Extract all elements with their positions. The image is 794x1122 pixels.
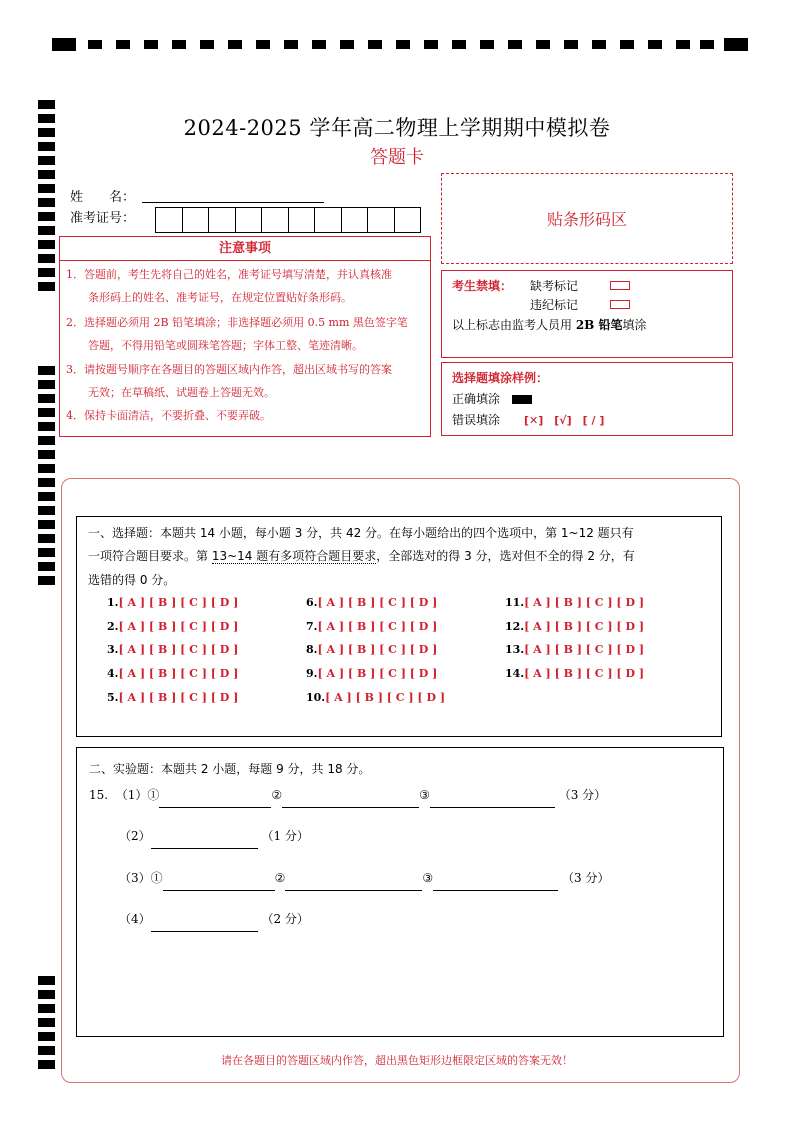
footer-warning: 请在各题目的答题区域内作答，超出黑色矩形边框限定区域的答案无效！ [221, 1054, 573, 1067]
timing-mark [620, 40, 634, 49]
question-number: 8. [306, 643, 318, 656]
timing-mark [38, 184, 55, 193]
top-timing-marks [52, 38, 748, 52]
line2-post: ，全部选对的得 3 分，选对但不全的得 2 分，有 [376, 549, 635, 563]
answer-blank[interactable] [430, 794, 555, 808]
timing-mark [38, 1004, 55, 1013]
circle-2-label: ② [271, 788, 283, 802]
notice-item: 2．选择题必须用 2B 铅笔填涂；非选择题必须用 0.5 mm 黑色签字笔 [66, 316, 408, 329]
question-number: 6. [306, 596, 318, 609]
timing-mark [38, 1018, 55, 1027]
question-row[interactable] [306, 620, 437, 633]
wrong-fill-marks: [✕] [√] [ / ] [524, 414, 605, 427]
timing-mark [256, 40, 270, 49]
q15-part1 [89, 782, 606, 808]
timing-mark [38, 976, 55, 985]
section2-title: 二、实验题：本题共 2 小题，每题 9 分，共 18 分。 [89, 762, 371, 776]
exam-id-digit-box[interactable] [182, 207, 209, 233]
answer-options[interactable]: [ A ] [ B ] [ C ] [ D ] [524, 643, 645, 656]
part1-label: （1）① [115, 788, 160, 802]
absent-mark-label: 缺考标记 [530, 279, 579, 293]
answer-blank[interactable] [433, 877, 558, 891]
section1-instructions-line3: 选错的得 0 分。 [88, 573, 176, 587]
timing-mark [38, 450, 55, 459]
part4-label: （4） [119, 912, 151, 926]
examiner-only-box [441, 270, 733, 358]
correct-fill-mark [512, 395, 532, 404]
barcode-area [441, 173, 733, 264]
part3-label: （3）① [119, 871, 163, 885]
timing-mark [38, 492, 55, 501]
answer-options[interactable]: [ A ] [ B ] [ C ] [ D ] [317, 643, 438, 656]
answer-sheet-subtitle: 答题卡 [370, 147, 424, 168]
barcode-label: 贴条形码区 [546, 210, 627, 229]
circle-3-label: ③ [419, 788, 430, 802]
answer-blank[interactable] [151, 918, 258, 932]
timing-mark [52, 38, 76, 51]
question-row[interactable] [107, 667, 238, 680]
q15-part3 [119, 865, 609, 891]
timing-mark [38, 422, 55, 431]
fill-sample-title: 选择题填涂样例： [452, 371, 549, 385]
exam-id-digit-box[interactable] [235, 207, 262, 233]
question-number: 13. [505, 643, 525, 656]
timing-mark [368, 40, 382, 49]
exam-id-digit-box[interactable] [341, 207, 368, 233]
notice-title: 注意事项 [60, 237, 430, 261]
notice-item: 3．请按题号顺序在各题目的答题区域内作答，超出区域书写的答案 [66, 363, 392, 376]
question-row[interactable] [306, 691, 445, 704]
exam-id-digit-box[interactable] [155, 207, 182, 233]
question-number: 11. [505, 596, 525, 609]
violation-mark-label: 违纪标记 [530, 298, 579, 312]
line2-dotted: 13~14 题有多项符合题目要求 [211, 549, 377, 563]
answer-options[interactable]: [ A ] [ B ] [ C ] [ D ] [118, 620, 239, 633]
fill-sample-box [441, 362, 733, 436]
score-label: （2 分） [261, 912, 309, 926]
timing-mark [38, 254, 55, 263]
timing-mark [116, 40, 130, 49]
timing-mark [284, 40, 298, 49]
timing-mark [38, 380, 55, 389]
answer-options[interactable]: [ A ] [ B ] [ C ] [ D ] [118, 667, 239, 680]
multiple-choice-section [76, 516, 722, 737]
circle-3-label: ③ [422, 871, 434, 885]
answer-options[interactable]: [ A ] [ B ] [ C ] [ D ] [118, 691, 239, 704]
question-row[interactable] [107, 620, 238, 633]
timing-mark [38, 268, 55, 277]
timing-mark [508, 40, 522, 49]
timing-mark [452, 40, 466, 49]
question-number: 7. [306, 620, 318, 633]
answer-options[interactable]: [ A ] [ B ] [ C ] [ D ] [118, 643, 239, 656]
question-number: 10. [306, 691, 326, 704]
timing-mark [38, 478, 55, 487]
exam-id-boxes[interactable] [155, 207, 421, 233]
question-row[interactable] [107, 643, 238, 656]
timing-mark [88, 40, 102, 49]
exam-id-label: 准考证号： [70, 211, 136, 226]
answer-options[interactable]: [ A ] [ B ] [ C ] [ D ] [317, 596, 438, 609]
section1-instructions-line2 [88, 543, 635, 569]
question-row[interactable] [505, 620, 644, 633]
exam-title: 2024-2025 学年高二物理上学期期中模拟卷 [183, 116, 611, 140]
answer-options[interactable]: [ A ] [ B ] [ C ] [ D ] [524, 667, 645, 680]
timing-mark [38, 100, 55, 109]
correct-fill-label: 正确填涂 [452, 392, 501, 406]
line2-pre: 一项符合题目要求。第 [88, 549, 212, 563]
question-number: 5. [107, 691, 119, 704]
timing-mark [592, 40, 606, 49]
answer-options[interactable]: [ A ] [ B ] [ C ] [ D ] [524, 620, 645, 633]
timing-mark [396, 40, 410, 49]
timing-mark [38, 212, 55, 221]
answer-blank[interactable] [151, 835, 258, 849]
timing-mark [38, 366, 55, 375]
timing-mark [172, 40, 186, 49]
name-label: 姓 名： [70, 190, 136, 205]
circle-2-label: ② [274, 871, 286, 885]
timing-mark [38, 408, 55, 417]
exam-id-digit-box[interactable] [394, 207, 422, 233]
absent-mark-box[interactable] [610, 281, 630, 290]
answer-blank[interactable] [285, 877, 422, 891]
timing-mark [424, 40, 438, 49]
section1-instructions-line1: 一、选择题：本题共 14 小题，每小题 3 分，共 42 分。在每小题给出的四个选项中，第 1~12 题只有 [88, 526, 634, 540]
question-row[interactable] [505, 643, 644, 656]
timing-mark [38, 990, 55, 999]
timing-mark [700, 40, 714, 49]
question-number: 3. [107, 643, 119, 656]
timing-mark [200, 40, 214, 49]
question-row[interactable] [306, 667, 437, 680]
question-row[interactable] [505, 667, 644, 680]
timing-mark [724, 38, 748, 51]
answer-options[interactable]: [ A ] [ B ] [ C ] [ D ] [317, 620, 438, 633]
timing-mark [38, 198, 55, 207]
question-number: 9. [306, 667, 318, 680]
name-field[interactable] [142, 202, 324, 203]
experiment-section [76, 747, 724, 1037]
timing-mark [564, 40, 578, 49]
score-label: （3 分） [562, 871, 610, 885]
wrong-fill-label: 错误填涂 [452, 413, 501, 427]
left-timing-marks [38, 100, 56, 1080]
question-number: 14. [505, 667, 525, 680]
timing-mark [38, 576, 55, 585]
timing-mark [38, 226, 55, 235]
notice-box [59, 236, 431, 437]
question-number: 1. [107, 596, 119, 609]
violation-mark-box[interactable] [610, 300, 630, 309]
timing-mark [648, 40, 662, 49]
timing-mark [38, 464, 55, 473]
answer-options[interactable]: [ A ] [ B ] [ C ] [ D ] [325, 691, 446, 704]
timing-mark [312, 40, 326, 49]
timing-mark [38, 436, 55, 445]
notice-item: 答题，不得用铅笔或圆珠笔答题；字体工整、笔迹清晰。 [66, 339, 363, 352]
score-label: （3 分） [558, 788, 607, 802]
timing-mark [38, 282, 55, 291]
question-number: 12. [505, 620, 525, 633]
timing-mark [38, 562, 55, 571]
exam-id-digit-box[interactable] [367, 207, 394, 233]
examiner-note [452, 312, 647, 338]
timing-mark [38, 1032, 55, 1041]
timing-mark [480, 40, 494, 49]
question-number: 4. [107, 667, 119, 680]
timing-mark [228, 40, 242, 49]
timing-mark [38, 534, 55, 543]
examiner-note-post: 填涂 [622, 318, 647, 332]
answer-blank[interactable] [163, 877, 275, 891]
exam-id-digit-box[interactable] [208, 207, 235, 233]
question-row[interactable] [107, 691, 238, 704]
timing-mark [38, 394, 55, 403]
timing-mark [38, 506, 55, 515]
q15-part4 [119, 906, 309, 932]
answer-blank[interactable] [282, 794, 419, 808]
examiner-note-bold: 2B 铅笔 [575, 318, 623, 332]
score-label: （1 分） [261, 829, 309, 843]
answer-options[interactable]: [ A ] [ B ] [ C ] [ D ] [317, 667, 438, 680]
timing-mark [38, 548, 55, 557]
answer-blank[interactable] [159, 794, 271, 808]
question-row[interactable] [306, 596, 437, 609]
notice-item: 4．保持卡面清洁，不要折叠、不要弄破。 [66, 409, 271, 422]
timing-mark [144, 40, 158, 49]
exam-id-digit-box[interactable] [314, 207, 341, 233]
timing-mark [38, 520, 55, 529]
timing-mark [38, 170, 55, 179]
question-row[interactable] [306, 643, 437, 656]
question-row[interactable] [505, 596, 644, 609]
notice-item: 无效；在草稿纸、试题卷上答题无效。 [66, 386, 275, 399]
q15-part2 [119, 823, 309, 849]
answer-options[interactable]: [ A ] [ B ] [ C ] [ D ] [118, 596, 239, 609]
timing-mark [340, 40, 354, 49]
question-number: 2. [107, 620, 119, 633]
examiner-only-label: 考生禁填： [452, 279, 513, 293]
timing-mark [536, 40, 550, 49]
notice-item: 1．答题前，考生先将自己的姓名，准考证号填写清楚，并认真核准 [66, 268, 392, 281]
answer-options[interactable]: [ A ] [ B ] [ C ] [ D ] [524, 596, 645, 609]
timing-mark [676, 40, 690, 49]
exam-id-digit-box[interactable] [288, 207, 315, 233]
q15-number: 15. [89, 788, 109, 802]
examiner-note-pre: 以上标志由监考人员用 [452, 318, 576, 332]
exam-id-digit-box[interactable] [261, 207, 288, 233]
timing-mark [38, 240, 55, 249]
notice-item: 条形码上的姓名、准考证号，在规定位置贴好条形码。 [66, 291, 352, 304]
question-row[interactable] [107, 596, 238, 609]
part2-label: （2） [119, 829, 151, 843]
